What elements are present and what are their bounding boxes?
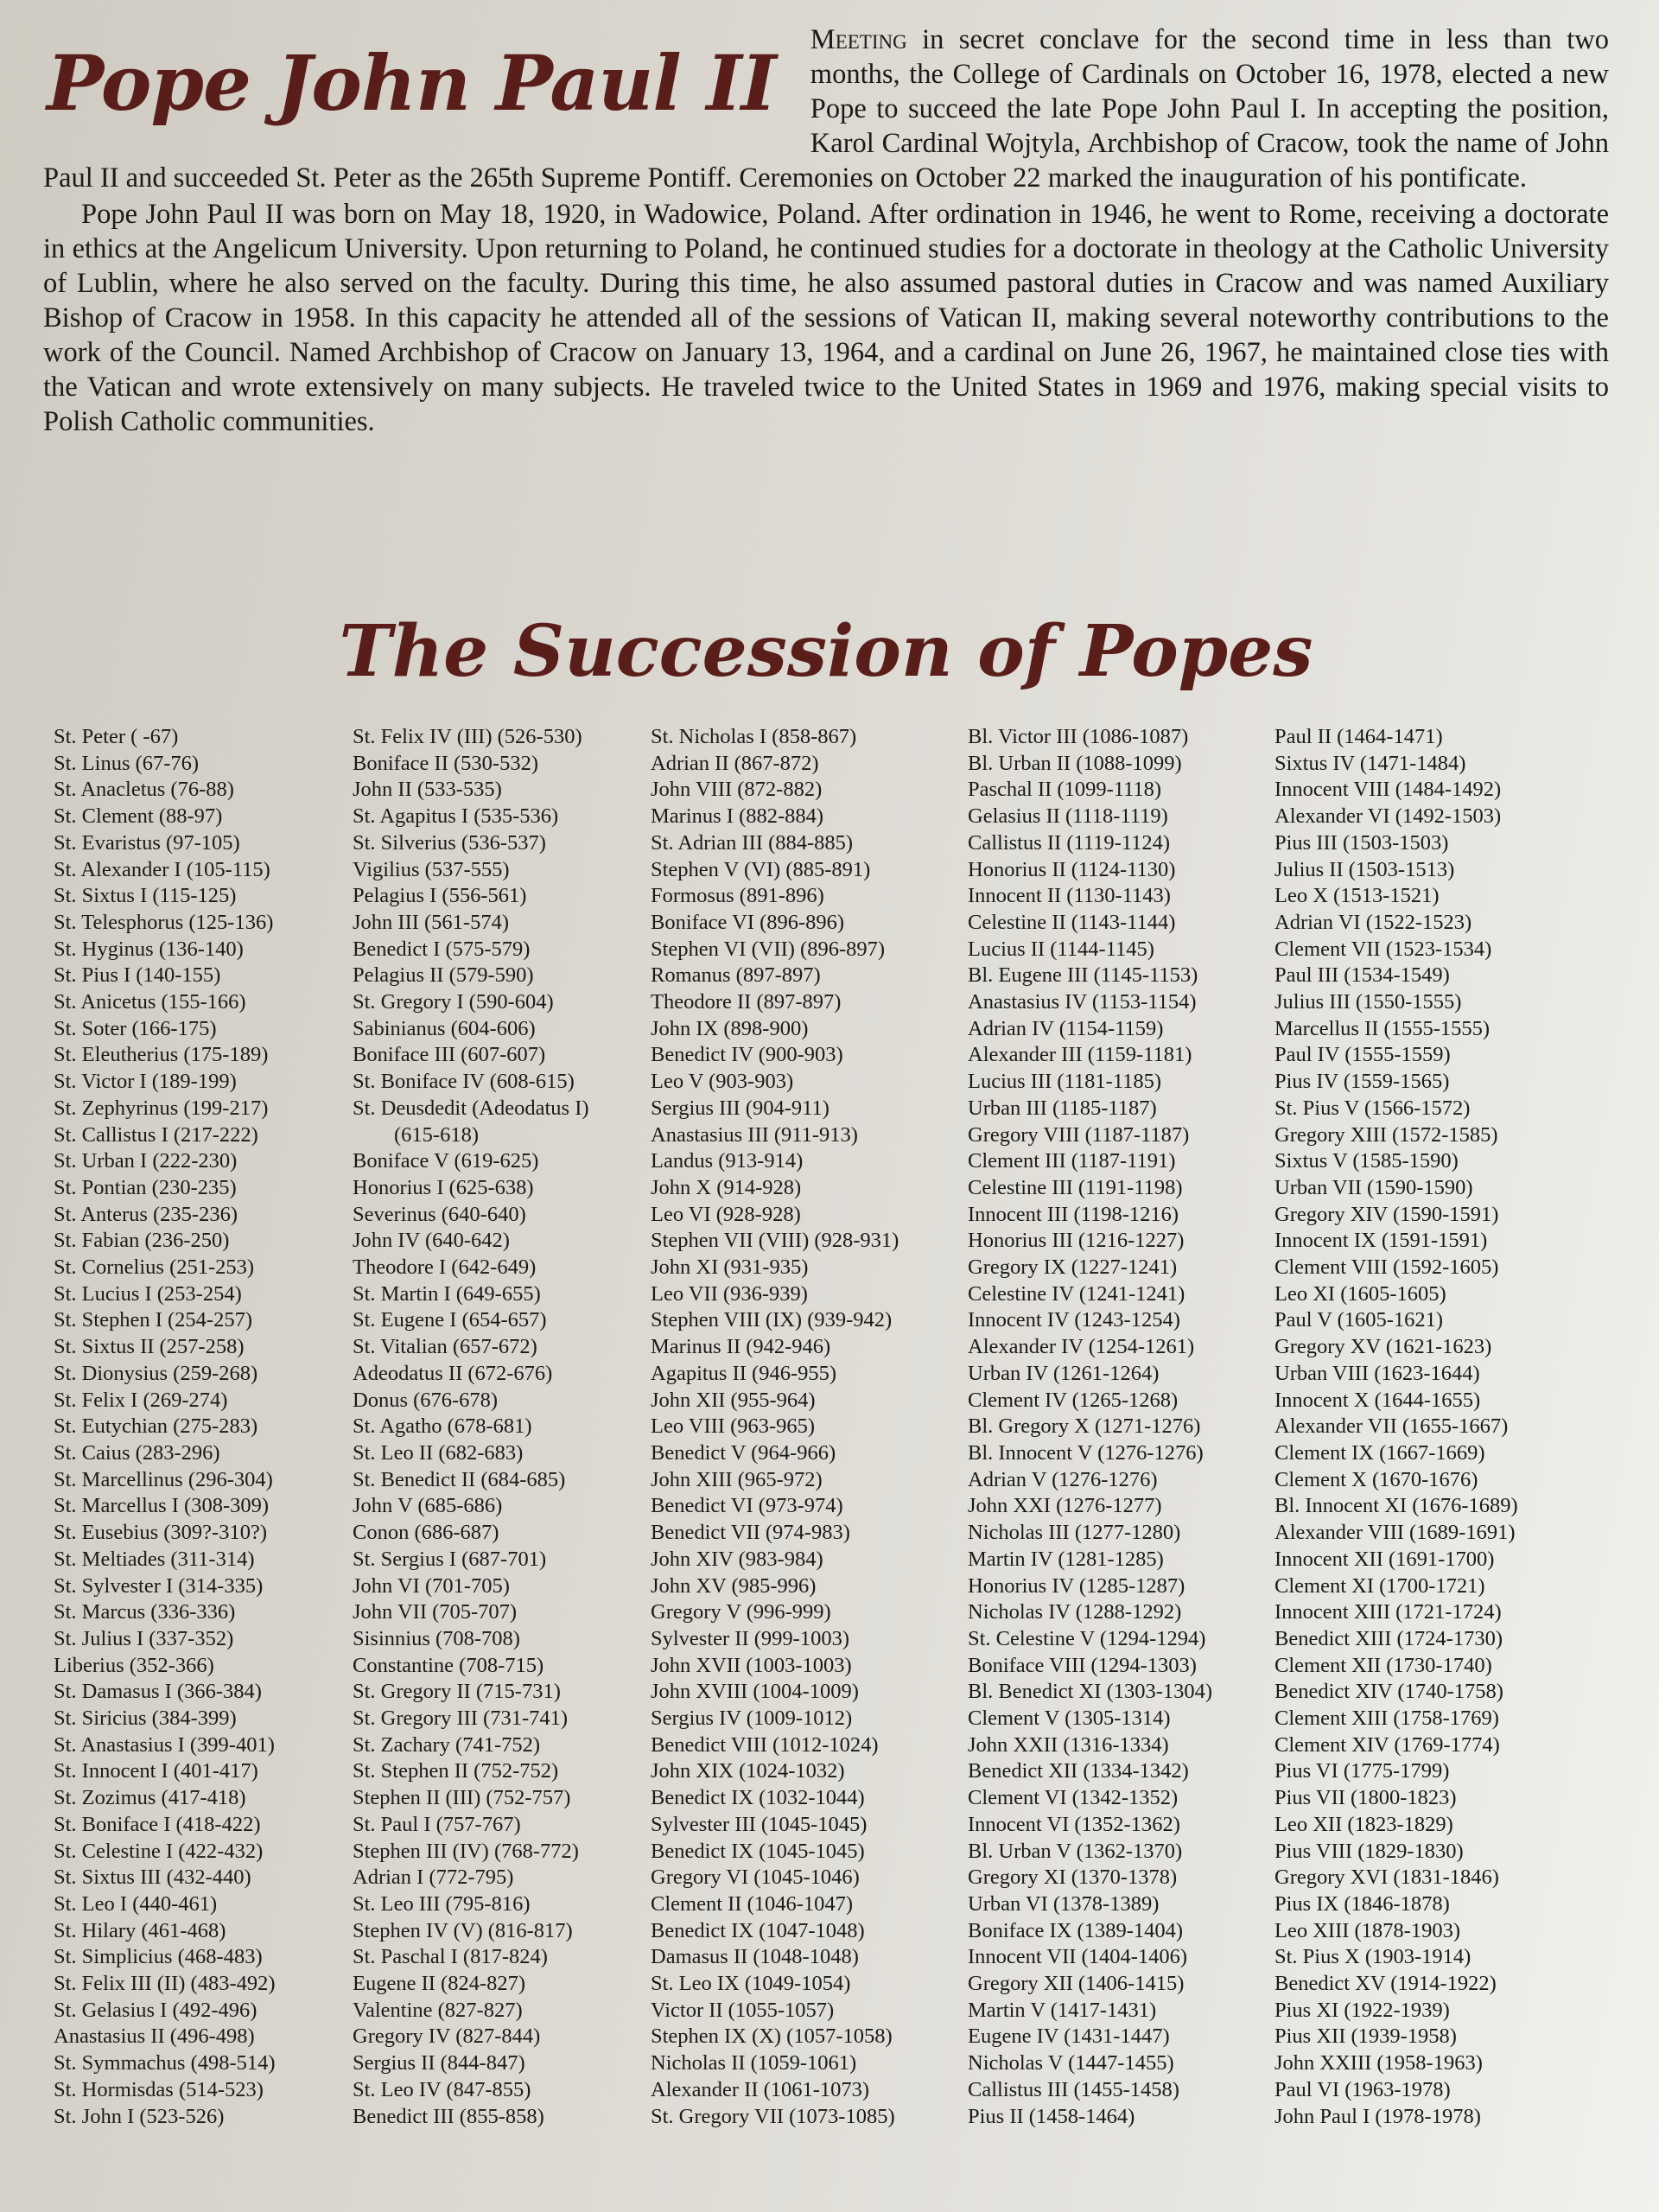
pope-entry: Adrian V (1276-1276) [968, 1467, 1158, 1491]
pope-entry: Benedict XV (1914-1922) [1274, 1972, 1497, 1996]
pope-entry: Pius III (1503-1503) [1274, 830, 1449, 855]
pope-entry: St. Sixtus III (432-440) [54, 1866, 251, 1890]
pope-entry: Clement III (1187-1191) [968, 1149, 1176, 1173]
pope-entry: St. Anacletus (76-88) [54, 778, 234, 802]
pope-entry: Urban IV (1261-1264) [968, 1361, 1160, 1385]
pope-entry: St. Marcellinus (296-304) [54, 1467, 273, 1491]
pope-entry: Boniface VI (896-896) [651, 910, 845, 934]
pope-entry: Clement V (1305-1314) [968, 1707, 1171, 1731]
pope-entry: Benedict IX (1032-1044) [651, 1786, 865, 1810]
pope-entry: Vigilius (537-555) [353, 857, 510, 881]
pope-entry: Pius VIII (1829-1830) [1274, 1839, 1464, 1863]
pope-entry: Bl. Benedict XI (1303-1304) [968, 1680, 1213, 1704]
pope-entry: St. Alexander I (105-115) [54, 857, 270, 881]
pope-entry: Stephen IX (X) (1057-1058) [651, 2024, 893, 2049]
pope-entry: Gregory V (996-999) [651, 1600, 831, 1624]
pope-entry: Alexander VII (1655-1667) [1274, 1414, 1509, 1439]
pope-entry: John XXI (1276-1277) [968, 1494, 1162, 1518]
pope-entry: St. Eusebius (309?-310?) [54, 1521, 267, 1545]
pope-entry: St. Zozimus (417-418) [54, 1786, 246, 1810]
pope-entry: Urban VIII (1623-1644) [1274, 1361, 1480, 1385]
pope-entry: St. Eleutherius (175-189) [54, 1043, 269, 1067]
pope-entry: Adrian IV (1154-1159) [968, 1016, 1164, 1040]
pope-entry: Alexander II (1061-1073) [651, 2077, 870, 2101]
pope-entry: Adrian II (867-872) [651, 751, 819, 775]
pope-entry: Benedict V (964-966) [651, 1440, 836, 1465]
pope-entry: Nicholas V (1447-1455) [968, 2051, 1174, 2075]
pope-entry: Honorius I (625-638) [353, 1175, 534, 1199]
pope-entry: St. Agapitus I (535-536) [353, 804, 559, 829]
pope-entry: Leo V (903-903) [651, 1070, 794, 1094]
pope-entry: Paul III (1534-1549) [1274, 963, 1450, 988]
pope-entry: St. Boniface IV (608-615) [353, 1070, 575, 1094]
pope-entry: Celestine II (1143-1144) [968, 910, 1176, 934]
pope-entry: Stephen III (IV) (768-772) [353, 1839, 579, 1863]
pope-entry: St. Telesphorus (125-136) [54, 910, 274, 934]
pope-entry: St. Eugene I (654-657) [353, 1308, 547, 1332]
pope-entry: Theodore I (642-649) [353, 1255, 537, 1280]
pope-entry: Clement XIV (1769-1774) [1274, 1732, 1500, 1757]
pope-entry: John XXII (1316-1334) [968, 1732, 1169, 1757]
pope-entry: St. Stephen II (752-752) [353, 1759, 559, 1783]
pope-entry: John XII (955-964) [651, 1388, 816, 1412]
pope-entry: St. Adrian III (884-885) [651, 830, 854, 855]
pope-entry: Nicholas IV (1288-1292) [968, 1600, 1182, 1624]
pope-entry: Stephen IV (V) (816-817) [353, 1918, 573, 1942]
pope-entry: St. Anicetus (155-166) [54, 990, 246, 1014]
pope-entry: St. John I (523-526) [54, 2104, 225, 2128]
pope-entry: Celestine III (1191-1198) [968, 1175, 1183, 1199]
pope-entry: Nicholas II (1059-1061) [651, 2051, 857, 2075]
pope-entry: Gregory VIII (1187-1187) [968, 1122, 1190, 1147]
pope-entry: St. Dionysius (259-268) [54, 1361, 258, 1385]
pope-entry: John Paul I (1978-1978) [1274, 2104, 1481, 2128]
pope-entry: St. Gregory III (731-741) [353, 1707, 569, 1731]
pope-entry: Sixtus IV (1471-1484) [1274, 751, 1466, 775]
pope-entry: Benedict III (855-858) [353, 2104, 544, 2128]
pope-entry: Urban III (1185-1187) [968, 1096, 1157, 1120]
pope-entry: Severinus (640-640) [353, 1202, 526, 1226]
pope-entry: St. Clement (88-97) [54, 804, 223, 829]
pope-entry: John XIX (1024-1032) [651, 1759, 845, 1783]
pope-entry: Alexander IV (1254-1261) [968, 1335, 1195, 1359]
pope-entry: St. Soter (166-175) [54, 1016, 217, 1040]
popes-column-4 [968, 724, 1274, 2193]
pope-entry: Urban VI (1378-1389) [968, 1891, 1160, 1916]
pope-entry: Bl. Urban II (1088-1099) [968, 751, 1182, 775]
pope-entry: Bl. Innocent V (1276-1276) [968, 1440, 1204, 1465]
pope-entry: Romanus (897-897) [651, 963, 821, 988]
intro-paragraph-2: Pope John Paul II was born on May 18, 1920, in Wadowice, Poland. After ordination in 1946, he went to Rome, receiving a doctorate in ethics at the Angelicum University. Upon returning to Poland, he continued studies for a doctorate in theology at the Catholic University of Lublin, where he also served on the faculty. During this time, he also assumed pastoral duties in Cracow and was named Auxiliary Bishop of Cracow in 1958. In this capacity he attended all of the sessions of Vatican II, making several noteworthy contributions to the work of the Council. Named Archbishop of Cracow on January 13, 1964, and a cardinal on June 26, 1967, he maintained close ties with the Vatican and wrote extensively on many subjects. He traveled twice to the United States in 1969 and 1976, making special visits to Polish Catholic communities. [43, 199, 1609, 437]
pope-entry: St. Zephyrinus (199-217) [54, 1096, 269, 1120]
pope-entry: Sergius IV (1009-1012) [651, 1707, 853, 1731]
pope-entry: Julius III (1550-1555) [1274, 990, 1462, 1014]
popes-column-1 [54, 724, 330, 2193]
pope-entry: Anastasius II (496-498) [54, 2024, 255, 2049]
pope-entry: Benedict VIII (1012-1024) [651, 1732, 879, 1757]
pope-entry: St. Symmachus (498-514) [54, 2051, 276, 2075]
pope-entry: Bl. Gregory X (1271-1276) [968, 1414, 1201, 1439]
pope-entry: Sylvester II (999-1003) [651, 1626, 849, 1650]
intro-paragraph-1-text: in secret conclave for the second time in less than two months, the College of Cardinals on October 16, 1978, elected a new Pope to succeed the late Pope John Paul I. In accepting the position, Karol Cardinal Wojtyla, Archbishop of Cracow, took the name of John Paul II and succeeded St. Peter as the 265th Supreme Pontiff. Ceremonies on October 22 marked the inauguration of his pontificate. [43, 24, 1609, 194]
pope-entry: Clement II (1046-1047) [651, 1891, 854, 1916]
pope-entry: Pius VII (1800-1823) [1274, 1786, 1457, 1810]
pope-entry: Leo XIII (1878-1903) [1274, 1918, 1460, 1942]
pope-entry: St. Vitalian (657-672) [353, 1335, 537, 1359]
pope-entry: Leo VI (928-928) [651, 1202, 801, 1226]
pope-entry: St. Leo IV (847-855) [353, 2077, 531, 2101]
pope-entry: Anastasius IV (1153-1154) [968, 990, 1197, 1014]
pope-entry: Clement XIII (1758-1769) [1274, 1707, 1499, 1731]
pope-entry: Adrian I (772-795) [353, 1866, 514, 1890]
pope-entry: Benedict XII (1334-1342) [968, 1759, 1189, 1783]
pope-entry: John XV (985-996) [651, 1573, 817, 1598]
article-header [43, 22, 1609, 601]
pope-entry: John XVII (1003-1003) [651, 1653, 852, 1677]
pope-entry: John XVIII (1004-1009) [651, 1680, 859, 1704]
pope-entry: Adrian VI (1522-1523) [1274, 910, 1472, 934]
pope-entry: Boniface III (607-607) [353, 1043, 546, 1067]
pope-entry: St. Sergius I (687-701) [353, 1547, 547, 1571]
popes-column-2 [353, 724, 651, 2193]
pope-entry: Bl. Urban V (1362-1370) [968, 1839, 1183, 1863]
pope-entry: Innocent II (1130-1143) [968, 884, 1171, 908]
pope-entry: St. Evaristus (97-105) [54, 830, 240, 855]
pope-entry: Stephen VIII (IX) (939-942) [651, 1308, 893, 1332]
pope-entry: Marinus I (882-884) [651, 804, 824, 829]
pope-entry: John II (533-535) [353, 778, 502, 802]
pope-entry: Lucius II (1144-1145) [968, 937, 1154, 961]
pope-entry: St. Benedict II (684-685) [353, 1467, 566, 1491]
pope-entry: St. Felix I (269-274) [54, 1388, 228, 1412]
pope-entry: Benedict IX (1047-1048) [651, 1918, 865, 1942]
pope-entry: Pius IV (1559-1565) [1274, 1070, 1450, 1094]
pope-entry: St. Leo II (682-683) [353, 1440, 524, 1465]
pope-entry: Bl. Victor III (1086-1087) [968, 725, 1189, 748]
pope-entry: Conon (686-687) [353, 1521, 499, 1545]
pope-entry: St. Paschal I (817-824) [353, 1945, 548, 1969]
pope-entry: Callistus III (1455-1458) [968, 2077, 1179, 2101]
pope-entry: Innocent VII (1404-1406) [968, 1945, 1188, 1969]
pope-entry: Martin IV (1281-1285) [968, 1547, 1164, 1571]
pope-entry: John XXIII (1958-1963) [1274, 2051, 1483, 2075]
pope-entry: Constantine (708-715) [353, 1653, 544, 1677]
pope-entry: St. Victor I (189-199) [54, 1070, 237, 1094]
pope-entry: Boniface VIII (1294-1303) [968, 1653, 1197, 1677]
pope-entry: Julius II (1503-1513) [1274, 857, 1455, 881]
pope-entry: Innocent VIII (1484-1492) [1274, 778, 1502, 802]
pope-entry: Gregory XIV (1590-1591) [1274, 1202, 1499, 1226]
pope-entry: John XI (931-935) [651, 1255, 809, 1280]
pope-entry: Boniface IX (1389-1404) [968, 1918, 1184, 1942]
pope-entry: St. Simplicius (468-483) [54, 1945, 263, 1969]
pope-entry: St. Gregory II (715-731) [353, 1680, 561, 1704]
pope-entry: St. Pius V (1566-1572) [1274, 1096, 1471, 1120]
pope-entry: St. Marcus (336-336) [54, 1600, 236, 1624]
pope-entry: Benedict VI (973-974) [651, 1494, 843, 1518]
pope-entry: Pelagius II (579-590) [353, 963, 534, 988]
pope-entry: Formosus (891-896) [651, 884, 824, 908]
pope-entry: St. Nicholas I (858-867) [651, 725, 857, 748]
pope-entry: Clement X (1670-1676) [1274, 1467, 1478, 1491]
pope-entry: Valentine (827-827) [353, 1998, 523, 2022]
pope-entry: Paschal II (1099-1118) [968, 778, 1162, 802]
pope-entry: St. Sylvester I (314-335) [54, 1573, 264, 1598]
pope-entry: Innocent XIII (1721-1724) [1274, 1600, 1502, 1624]
pope-entry: Sergius III (904-911) [651, 1096, 830, 1120]
pope-entry: Clement VIII (1592-1605) [1274, 1255, 1499, 1280]
pope-entry: Sabinianus (604-606) [353, 1016, 536, 1040]
pope-entry: Gregory XIII (1572-1585) [1274, 1122, 1498, 1147]
pope-entry: St. Silverius (536-537) [353, 830, 546, 855]
popes-column-3 [651, 724, 949, 2193]
pope-entry: John VII (705-707) [353, 1600, 518, 1624]
pope-entry: Boniface V (619-625) [353, 1149, 539, 1173]
pope-entry: Benedict XIII (1724-1730) [1274, 1626, 1503, 1650]
pope-entry: St. Gregory I (590-604) [353, 990, 554, 1014]
pope-entry: John VI (701-705) [353, 1573, 510, 1598]
pope-entry: Sergius II (844-847) [353, 2051, 525, 2075]
pope-entry: St. Leo I (440-461) [54, 1891, 218, 1916]
pope-entry: John XIII (965-972) [651, 1467, 823, 1491]
pope-entry: Innocent VI (1352-1362) [968, 1812, 1180, 1836]
pope-entry: St. Anastasius I (399-401) [54, 1732, 275, 1757]
pope-entry: St. Julius I (337-352) [54, 1626, 234, 1650]
pope-entry: Clement VII (1523-1534) [1274, 937, 1492, 961]
pope-entry: Leo XI (1605-1605) [1274, 1281, 1446, 1306]
pope-entry: Clement VI (1342-1352) [968, 1786, 1179, 1810]
pope-entry: St. Paul I (757-767) [353, 1812, 521, 1836]
pope-entry: St. Damasus I (366-384) [54, 1680, 262, 1704]
pope-entry: Paul VI (1963-1978) [1274, 2077, 1451, 2101]
pope-entry: Gelasius II (1118-1119) [968, 804, 1168, 829]
pope-entry: Damasus II (1048-1048) [651, 1945, 859, 1969]
section-title: The Succession of Popes [339, 610, 1313, 693]
pope-entry: St. Hyginus (136-140) [54, 937, 244, 961]
pope-entry: St. Lucius I (253-254) [54, 1281, 242, 1306]
pope-entry: Stephen VI (VII) (896-897) [651, 937, 886, 961]
pope-entry: Victor II (1055-1057) [651, 1998, 835, 2022]
pope-entry: St. Fabian (236-250) [54, 1229, 230, 1253]
pope-entry: Innocent IX (1591-1591) [1274, 1229, 1488, 1253]
pope-entry: Stephen II (III) (752-757) [353, 1786, 571, 1810]
pope-entry: St. Cornelius (251-253) [54, 1255, 255, 1280]
pope-entry: St. Eutychian (275-283) [54, 1414, 258, 1439]
pope-entry: Leo VIII (963-965) [651, 1414, 816, 1439]
pope-entry: Sixtus V (1585-1590) [1274, 1149, 1459, 1173]
pope-entry: Benedict VII (974-983) [651, 1521, 850, 1545]
pope-entry: Eugene IV (1431-1447) [968, 2024, 1170, 2049]
pope-entry: Gregory VI (1045-1046) [651, 1866, 860, 1890]
pope-entry: Sylvester III (1045-1045) [651, 1812, 868, 1836]
pope-entry: John III (561-574) [353, 910, 509, 934]
pope-entry: St. Marcellus I (308-309) [54, 1494, 270, 1518]
pope-entry: Clement IV (1265-1268) [968, 1388, 1179, 1412]
pope-entry: Leo XII (1823-1829) [1274, 1812, 1453, 1836]
pope-entry: St. Leo IX (1049-1054) [651, 1972, 851, 1996]
pope-entry: Urban VII (1590-1590) [1274, 1175, 1473, 1199]
pope-entry: Paul V (1605-1621) [1274, 1308, 1444, 1332]
pope-entry: Alexander VIII (1689-1691) [1274, 1521, 1516, 1545]
pope-entry: Honorius III (1216-1227) [968, 1229, 1185, 1253]
pope-entry: St. Celestine I (422-432) [54, 1839, 264, 1863]
pope-entry: Bl. Eugene III (1145-1153) [968, 963, 1198, 988]
pope-entry: Benedict I (575-579) [353, 937, 531, 961]
pope-entry: Boniface II (530-532) [353, 751, 538, 775]
pope-entry: St. Pius I (140-155) [54, 963, 221, 988]
pope-entry: Celestine IV (1241-1241) [968, 1281, 1185, 1306]
pope-entry: St. Meltiades (311-314) [54, 1547, 255, 1571]
pope-entry: St. Linus (67-76) [54, 751, 200, 775]
pope-entry: St. Leo III (795-816) [353, 1891, 531, 1916]
pope-entry: John IX (898-900) [651, 1016, 809, 1040]
pope-entry: John X (914-928) [651, 1175, 802, 1199]
pope-entry: St. Hormisdas (514-523) [54, 2077, 264, 2101]
pope-entry: Pelagius I (556-561) [353, 884, 527, 908]
pope-entry: Innocent X (1644-1655) [1274, 1388, 1481, 1412]
lead-word: Meeting [810, 24, 907, 55]
pope-entry: John IV (640-642) [353, 1229, 510, 1253]
pope-entry: Pius XI (1922-1939) [1274, 1998, 1450, 2022]
pope-entry: St. Celestine V (1294-1294) [968, 1626, 1206, 1650]
pope-entry: Landus (913-914) [651, 1149, 804, 1173]
popes-list [54, 724, 1626, 2193]
pope-entry: (615-618) [394, 1122, 479, 1147]
pope-entry: St. Felix IV (III) (526-530) [353, 725, 582, 748]
pope-entry: Paul II (1464-1471) [1274, 725, 1443, 748]
pope-entry: St. Gelasius I (492-496) [54, 1998, 257, 2022]
pope-entry: Donus (676-678) [353, 1388, 499, 1412]
pope-entry: Honorius II (1124-1130) [968, 857, 1176, 881]
pope-entry: Honorius IV (1285-1287) [968, 1573, 1185, 1598]
pope-entry: Benedict XIV (1740-1758) [1274, 1680, 1503, 1704]
pope-entry: Callistus II (1119-1124) [968, 830, 1171, 855]
pope-entry: John XIV (983-984) [651, 1547, 823, 1571]
pope-entry: Adeodatus II (672-676) [353, 1361, 553, 1385]
pope-entry: Marinus II (942-946) [651, 1335, 831, 1359]
pope-entry: St. Hilary (461-468) [54, 1918, 226, 1942]
pope-entry: Theodore II (897-897) [651, 990, 842, 1014]
pope-entry: Martin V (1417-1431) [968, 1998, 1157, 2022]
page-title: Pope John Paul II [47, 38, 776, 128]
pope-entry: Stephen VII (VIII) (928-931) [651, 1229, 899, 1253]
pope-entry: St. Peter ( -67) [54, 725, 179, 748]
pope-entry: St. Callistus I (217-222) [54, 1122, 258, 1147]
pope-entry: St. Felix III (II) (483-492) [54, 1972, 276, 1996]
pope-entry: Liberius (352-366) [54, 1653, 214, 1677]
pope-entry: Clement XI (1700-1721) [1274, 1573, 1485, 1598]
pope-entry: St. Sixtus I (115-125) [54, 884, 237, 908]
pope-entry: St. Sixtus II (257-258) [54, 1335, 245, 1359]
pope-entry: St. Pius X (1903-1914) [1274, 1945, 1471, 1969]
pope-entry: Clement IX (1667-1669) [1274, 1440, 1485, 1465]
pope-entry: Paul IV (1555-1559) [1274, 1043, 1451, 1067]
pope-entry: John VIII (872-882) [651, 778, 823, 802]
pope-entry: St. Zachary (741-752) [353, 1732, 541, 1757]
pope-entry: Leo X (1513-1521) [1274, 884, 1440, 908]
pope-entry: Pius VI (1775-1799) [1274, 1759, 1450, 1783]
pope-entry: Pius XII (1939-1958) [1274, 2024, 1457, 2049]
pope-entry: Gregory XVI (1831-1846) [1274, 1866, 1499, 1890]
pope-entry: Lucius III (1181-1185) [968, 1070, 1162, 1094]
pope-entry: St. Stephen I (254-257) [54, 1308, 252, 1332]
pope-entry: St. Martin I (649-655) [353, 1281, 541, 1306]
pope-entry: Gregory XI (1370-1378) [968, 1866, 1178, 1890]
pope-entry: Leo VII (936-939) [651, 1281, 808, 1306]
pope-entry: St. Urban I (222-230) [54, 1149, 238, 1173]
pope-entry: Nicholas III (1277-1280) [968, 1521, 1181, 1545]
pope-entry: Agapitus II (946-955) [651, 1361, 837, 1385]
pope-entry: Benedict IV (900-903) [651, 1043, 843, 1067]
pope-entry: Innocent XII (1691-1700) [1274, 1547, 1495, 1571]
pope-entry: St. Siricius (384-399) [54, 1707, 237, 1731]
pope-entry: Gregory IV (827-844) [353, 2024, 541, 2049]
pope-entry: St. Agatho (678-681) [353, 1414, 532, 1439]
pope-entry: St. Caius (283-296) [54, 1440, 220, 1465]
pope-entry: Innocent IV (1243-1254) [968, 1308, 1180, 1332]
pope-entry: Alexander III (1159-1181) [968, 1043, 1192, 1067]
pope-entry: St. Pontian (230-235) [54, 1175, 237, 1199]
pope-entry: Gregory IX (1227-1241) [968, 1255, 1178, 1280]
pope-entry: Sisinnius (708-708) [353, 1626, 520, 1650]
pope-entry: St. Deusdedit (Adeodatus I) [353, 1096, 589, 1120]
pope-entry: Anastasius III (911-913) [651, 1122, 858, 1147]
pope-entry: Gregory XII (1406-1415) [968, 1972, 1185, 1996]
pope-entry: Stephen V (VI) (885-891) [651, 857, 871, 881]
pope-entry: John V (685-686) [353, 1494, 503, 1518]
pope-entry: Marcellus II (1555-1555) [1274, 1016, 1491, 1040]
pope-entry: Pius II (1458-1464) [968, 2104, 1135, 2128]
pope-entry: St. Anterus (235-236) [54, 1202, 238, 1226]
pope-entry: St. Innocent I (401-417) [54, 1759, 258, 1783]
popes-column-5 [1274, 724, 1577, 2193]
pope-entry: St. Gregory VII (1073-1085) [651, 2104, 895, 2128]
pope-entry: Gregory XV (1621-1623) [1274, 1335, 1492, 1359]
pope-entry: Pius IX (1846-1878) [1274, 1891, 1450, 1916]
pope-entry: Bl. Innocent XI (1676-1689) [1274, 1494, 1518, 1518]
pope-entry: Benedict IX (1045-1045) [651, 1839, 865, 1863]
pope-entry: Alexander VI (1492-1503) [1274, 804, 1502, 829]
pope-entry: Innocent III (1198-1216) [968, 1202, 1179, 1226]
pope-entry: St. Boniface I (418-422) [54, 1812, 261, 1836]
pope-entry: Eugene II (824-827) [353, 1972, 526, 1996]
pope-entry: Clement XII (1730-1740) [1274, 1653, 1492, 1677]
